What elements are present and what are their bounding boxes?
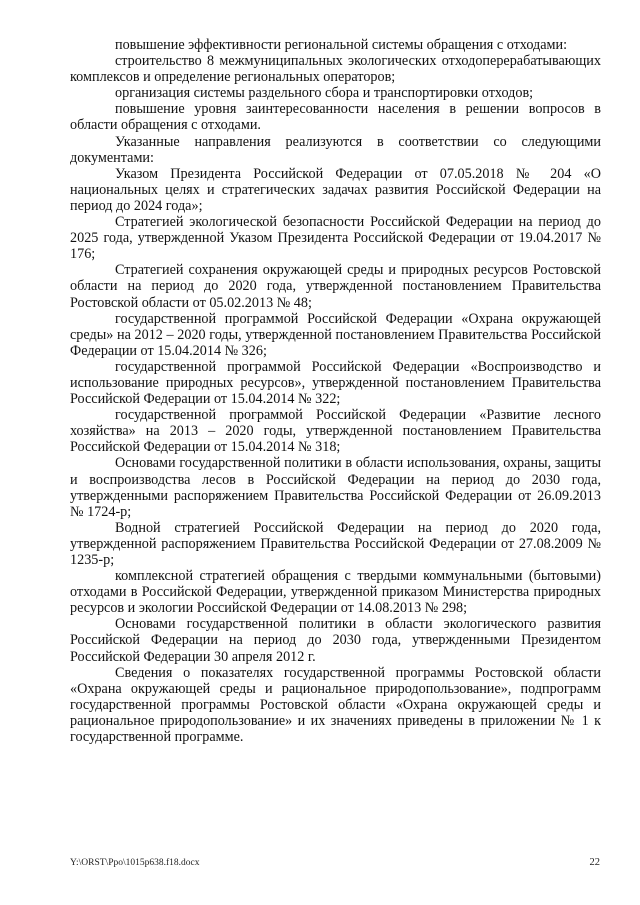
paragraph: комплексной стратегией обращения с твердыми коммунальными (бытовыми) отходами в Российской Федерации, утвержденной приказом Министерства природных ресурсов и экологии Российской Федерации от 14.08.2013 № 298; xyxy=(70,568,601,617)
paragraph: Сведения о показателях государственной программы Ростовской области «Охрана окружающей среды и рациональное природопользование», подпрограмм государственной программы Ростовской области «Охрана окружающей среды и рациональное природопользование» и их значениях приведены в приложении № 1 к государственной программе. xyxy=(70,664,601,746)
paragraph: Указом Президента Российской Федерации от 07.05.2018 № 204 «О национальных целях и стратегических задачах развития Российской Федерации на период до 2024 года»; xyxy=(70,165,601,214)
paragraph: государственной программой Российской Федерации «Охрана окружающей среды» на 2012 – 2020 годы, утвержденной постановлением Правительства Российской Федерации от 15.04.2014 № 326; xyxy=(70,310,601,359)
paragraph: строительство 8 межмуниципальных экологических отходоперерабатывающих комплексов и определение региональных операторов; xyxy=(70,53,601,86)
paragraph: Стратегией экологической безопасности Российской Федерации на период до 2025 года, утвержденной Указом Президента Российской Федерации от 19.04.2017 № 176; xyxy=(70,214,601,263)
footer-file-path: Y:\ORST\Ppo\1015p638.f18.docx xyxy=(70,858,200,868)
document-body xyxy=(70,37,601,745)
paragraph: организация системы раздельного сбора и транспортировки отходов; xyxy=(115,85,534,102)
paragraph: Основами государственной политики в области использования, охраны, защиты и воспроизводства лесов в Российской Федерации на период до 2030 года, утвержденными распоряжением Правительства Российской Федерации от 26.09.2013 № 1724-р; xyxy=(70,455,601,520)
paragraph: государственной программой Российской Федерации «Воспроизводство и использование природных ресурсов», утвержденной постановлением Правительства Российской Федерации от 15.04.2014 № 322; xyxy=(70,358,601,408)
paragraph: Указанные направления реализуются в соответствии со следующими документами: xyxy=(70,133,601,166)
paragraph: Водной стратегией Российской Федерации на период до 2020 года, утвержденной распоряжением Правительства Российской Федерации от 27.08.2009 № 1235-р; xyxy=(70,519,601,568)
paragraph: повышение эффективности региональной системы обращения с отходами: xyxy=(115,37,568,53)
page-number: 22 xyxy=(589,857,600,868)
paragraph: государственной программой Российской Федерации «Развитие лесного хозяйства» на 2013 – 2020 годы, утвержденной постановлением Правительства Российской Федерации от 15.04.2014 № 318; xyxy=(70,407,601,456)
paragraph: повышение уровня заинтересованности населения в решении вопросов в области обращения с отходами. xyxy=(70,101,601,134)
paragraph: Основами государственной политики в области экологического развития Российской Федерации на период до 2030 года, утвержденными Президентом Российской Федерации 30 апреля 2012 г. xyxy=(70,616,601,665)
paragraph: Стратегией сохранения окружающей среды и природных ресурсов Ростовской области на период до 2020 года, утвержденной постановлением Правительства Ростовской области от 05.02.2013 № 48; xyxy=(70,262,601,311)
